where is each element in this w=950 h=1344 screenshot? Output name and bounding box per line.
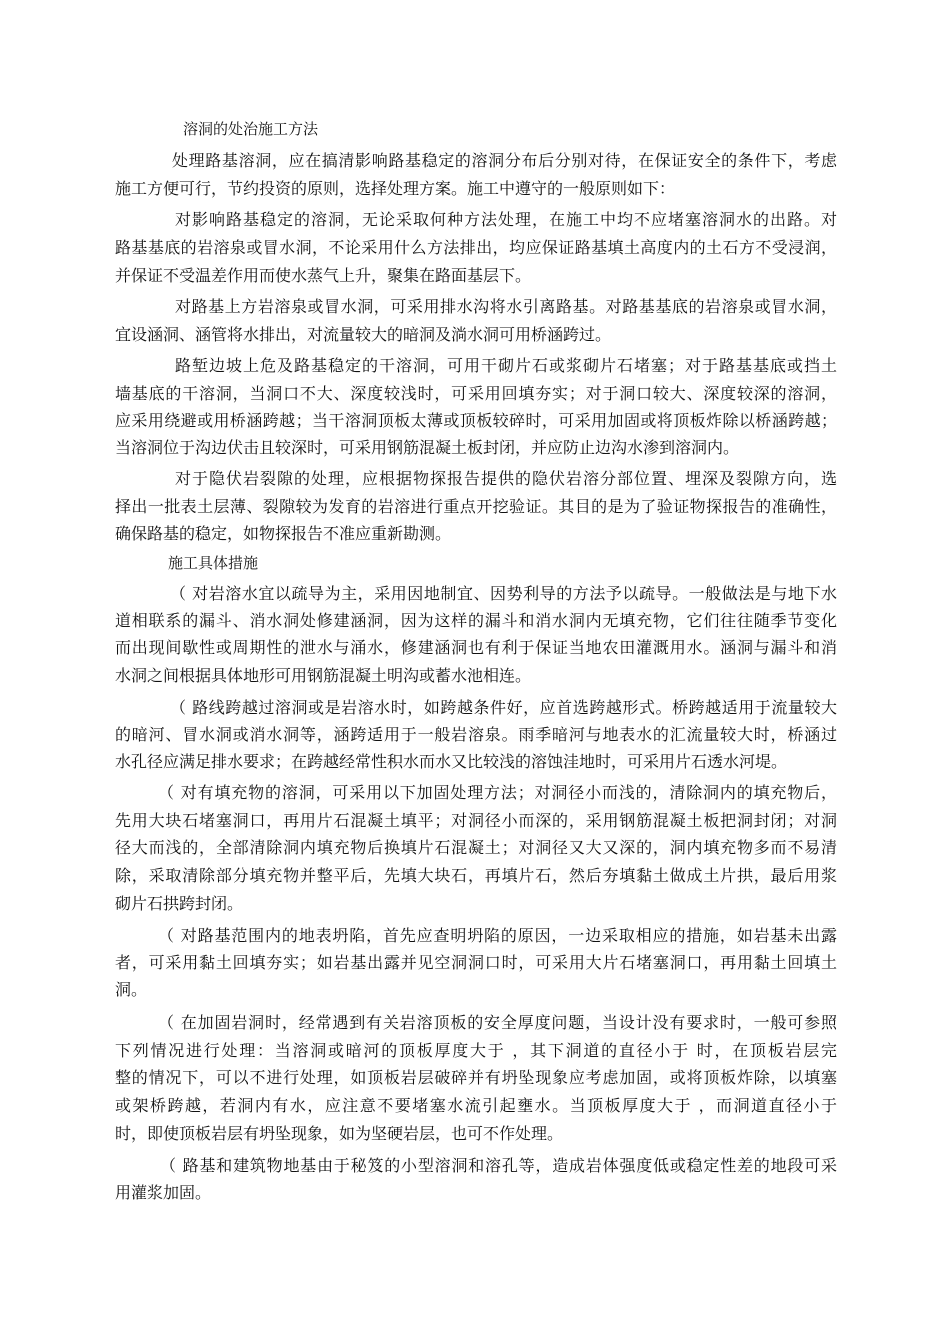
measure5-line-3: 整的情况下，可以不进行处理，如顶板岩层破碎并有坍坠现象应考虑加固，或将顶板炸除，以填塞 — [115, 1068, 837, 1087]
intro-line-1: 处理路基溶洞，应在搞清影响路基稳定的溶洞分布后分别对待，在保证安全的条件下，考虑 — [172, 151, 837, 170]
measure4-line-2: 者，可采用黏土回填夯实；如岩基出露并见空洞洞口时，可采用大片石堵塞洞口，再用黏土回填土 — [115, 953, 837, 972]
intro-line-2: 施工方便可行，节约投资的原则，选择处理方案。施工中遵守的一般原则如下： — [115, 179, 676, 198]
para1-line-3: 并保证不受温差作用而使水蒸气上升，聚集在路面基层下。 — [115, 266, 532, 285]
measure1-line-3: 而出现间歇性或周期性的泄水与涌水，修建涵洞也有利于保证当地农田灌溉用水。涵洞与漏斗和消 — [115, 638, 837, 657]
measure2-line-1: （ 路线跨越过溶洞或是岩溶水时，如跨越条件好，应首选跨越形式。桥跨越适用于流量较大 — [170, 698, 837, 717]
para4-line-2: 择出一批表土层薄、裂隙较为发育的岩溶进行重点开挖验证。其目的是为了验证物探报告的准确性， — [115, 497, 837, 516]
measure6-line-1: （ 路基和建筑物地基由于秘笈的小型溶洞和溶孔等，造成岩体强度低或稳定性差的地段可采 — [160, 1156, 837, 1175]
para2-line-1: 对路基上方岩溶泉或冒水洞，可采用排水沟将水引离路基。对路基基底的岩溶泉或冒水洞， — [175, 297, 837, 316]
measure4-line-1: （ 对路基范围内的地表坍陷，首先应查明坍陷的原因，一边采取相应的措施，如岩基未出露 — [158, 926, 837, 945]
section-subtitle: 施工具体措施 — [168, 554, 259, 572]
para3-line-1: 路堑边坡上危及路基稳定的干溶洞，可用干砌片石或浆砌片石堵塞；对于路基基底或挡土 — [175, 356, 837, 375]
measure4-line-3: 洞。 — [115, 980, 148, 999]
measure5-line-1: （ 在加固岩洞时，经常遇到有关岩溶顶板的安全厚度问题，当设计没有要求时，一般可参照 — [158, 1013, 837, 1032]
para1-line-1: 对影响路基稳定的溶洞，无论采取何种方法处理，在施工中均不应堵塞溶洞水的出路。对 — [175, 210, 837, 229]
para2-line-2: 宜设涵洞、涵管将水排出，对流量较大的暗洞及淌水洞可用桥涵跨过。 — [115, 325, 612, 344]
measure3-line-2: 先用大块石堵塞洞口，再用片石混凝土填平；对洞径小而深的，采用钢筋混凝土板把洞封闭；对洞 — [115, 811, 837, 830]
measure1-line-2: 道相联系的漏斗、消水洞处修建涵洞，因为这样的漏斗和消水洞内无填充物，它们往往随季节变化 — [115, 611, 837, 630]
measure1-line-4: 水洞之间根据具体地形可用钢筋混凝土明沟或蓄水池相连。 — [115, 666, 532, 685]
para3-line-3: 应采用绕避或用桥涵跨越；当干溶洞顶板太薄或顶板较碎时，可采用加固或将顶板炸除以桥涵跨越； — [115, 411, 837, 430]
para4-line-1: 对于隐伏岩裂隙的处理，应根据物探报告提供的隐伏岩溶分部位置、埋深及裂隙方向，选 — [175, 469, 837, 488]
measure1-line-1: （ 对岩溶水宜以疏导为主，采用因地制宜、因势利导的方法予以疏导。一般做法是与地下水 — [170, 584, 837, 603]
measure2-line-3: 水孔径应满足排水要求；在跨越经常性积水而水又比较浅的溶蚀洼地时，可采用片石透水河堤。 — [115, 752, 788, 771]
measure3-line-3: 径大而浅的，全部清除洞内填充物后换填片石混凝土；对洞径又大又深的，洞内填充物多而不易清 — [115, 838, 837, 857]
measure5-line-4: 或架桥跨越，若洞内有水，应注意不要堵塞水流引起壅水。当顶板厚度大于 ，而洞道直径小于 — [115, 1096, 837, 1115]
para3-line-2: 墙基底的干溶洞，当洞口不大、深度较浅时，可采用回填夯实；对于洞口较大、深度较深的溶洞， — [115, 384, 837, 403]
para3-line-4: 当溶洞位于沟边伏击且较深时，可采用钢筋混凝土板封闭，并应防止边沟水渗到溶洞内。 — [115, 438, 740, 457]
document-title: 溶洞的处治施工方法 — [183, 120, 319, 138]
measure5-line-2: 下列情况进行处理：当溶洞或暗河的顶板厚度大于 ，其下洞道的直径小于 时，在顶板岩层完 — [115, 1041, 837, 1060]
measure2-line-2: 的暗河、冒水洞或消水洞等，涵跨适用于一般岩溶泉。雨季暗河与地表水的汇流量较大时，桥涵过 — [115, 725, 837, 744]
measure5-line-5: 时，即使顶板岩层有坍坠现象，如为坚硬岩层，也可不作处理。 — [115, 1124, 564, 1143]
para4-line-3: 确保路基的稳定，如物探报告不准应重新勘测。 — [115, 524, 452, 543]
measure6-line-2: 用灌浆加固。 — [115, 1183, 212, 1202]
measure3-line-5: 砌片石拱跨封闭。 — [115, 894, 244, 913]
measure3-line-4: 除，采取清除部分填充物并整平后，先填大块石，再填片石，然后夯填黏土做成土片拱，最后用浆 — [115, 866, 837, 885]
measure3-line-1: （ 对有填充物的溶洞，可采用以下加固处理方法；对洞径小而浅的，清除洞内的填充物后， — [158, 783, 837, 802]
para1-line-2: 路基基底的岩溶泉或冒水洞，不论采用什么方法排出，均应保证路基填土高度内的土石方不受浸润， — [115, 238, 837, 257]
